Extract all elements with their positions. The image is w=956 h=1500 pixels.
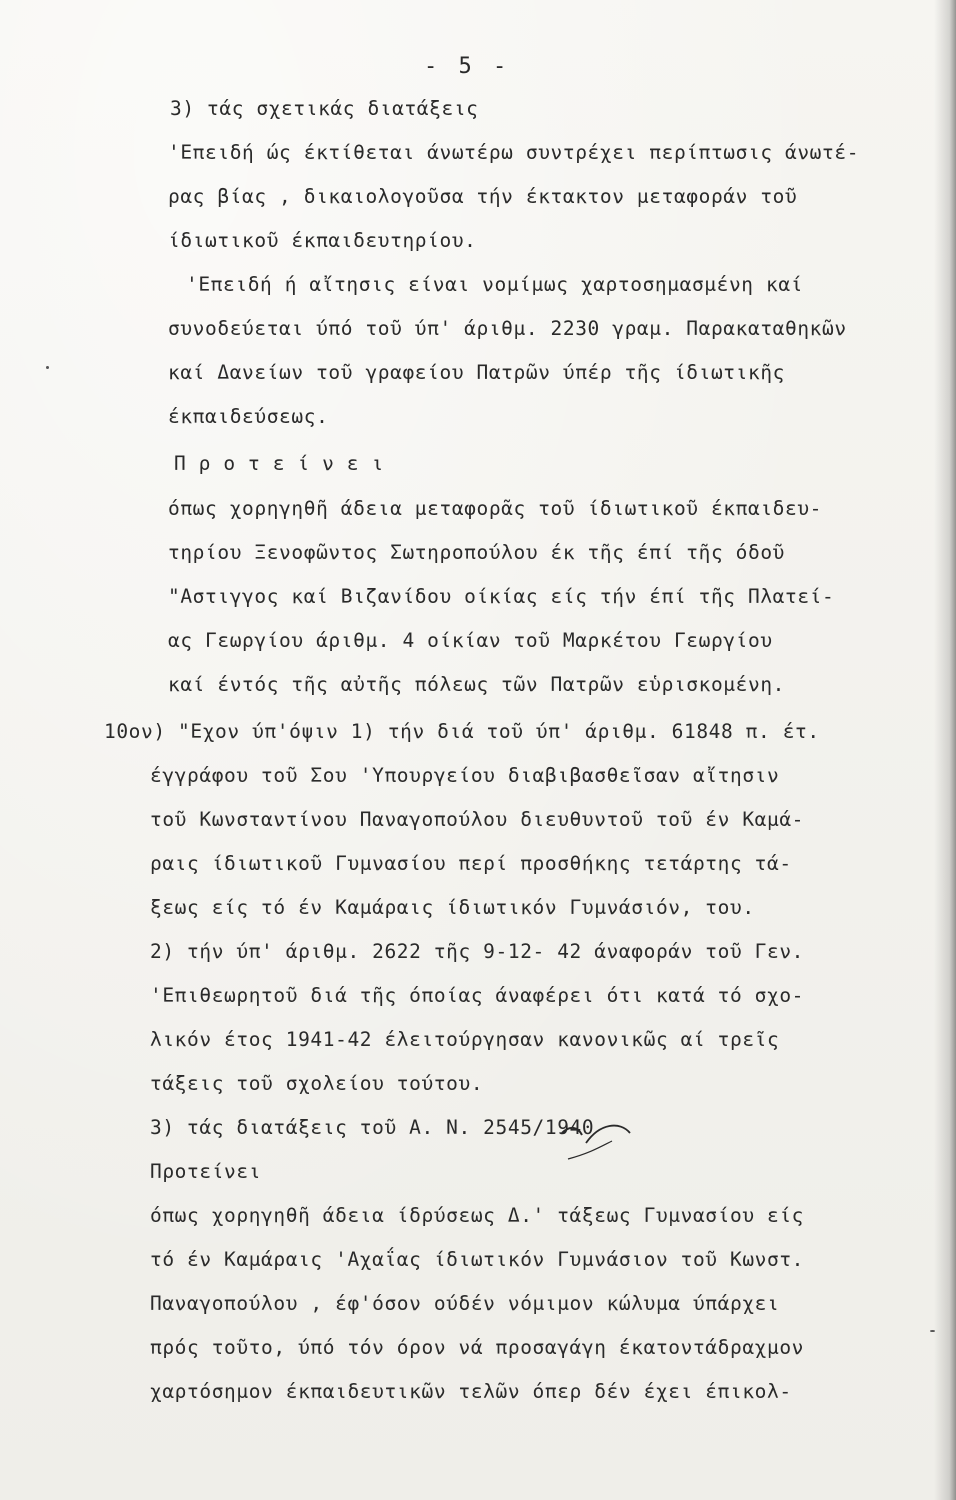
scan-shadow-edge — [934, 0, 956, 1500]
text-line: 'Επειδή ώς έκτίθεται άνωτέρω συντρέχει περίπτωσις άνωτέ- — [168, 141, 860, 164]
text-line: τοῦ Κωνσταντίνου Παναγοπούλου διευθυντοῦ τοῦ έν Καμά- — [150, 808, 805, 831]
text-line: ίδιωτικοῦ έκπαιδευτηρίου. — [168, 229, 477, 252]
text-line: καί Δανείων τοῦ γραφείου Πατρῶν ύπέρ τῆς ίδιωτικῆς — [168, 361, 785, 384]
text-line: Παναγοπούλου , έφ'όσον ούδέν νόμιμον κώλυμα ύπάρχει — [150, 1292, 780, 1315]
text-line: 3) τάς διατάξεις τοῦ Α. Ν. 2545/1940 — [150, 1116, 595, 1139]
text-line: πρός τοῦτο, ύπό τόν όρον νά προσαγάγη έκατοντάδραχμον — [150, 1336, 805, 1359]
text-line: ραις ίδιωτικοῦ Γυμνασίου περί προσθήκης τετάρτης τά- — [150, 852, 792, 875]
text-line: τηρίου Ξενοφῶντος Σωτηροπούλου έκ τῆς έπί τῆς όδοῦ — [168, 541, 785, 564]
text-line: 3) τάς σχετικάς διατάξεις — [170, 97, 479, 120]
text-line: "Αστιγγος καί Βιζανίδου οίκίας είς τήν έπί τῆς Πλατεί- — [168, 585, 835, 608]
text-line: 'Επιθεωρητοῦ διά τῆς όποίας άναφέρει ότι κατά τό σχο- — [150, 984, 805, 1007]
text-line: όπως χορηγηθῆ άδεια μεταφορᾶς τοῦ ίδιωτικοῦ έκπαιδευ- — [168, 497, 823, 520]
page-number: - 5 - — [424, 54, 511, 79]
text-line: ξεως είς τό έν Καμάραις ίδιωτικόν Γυμνάσιόν, του. — [150, 896, 755, 919]
scan-speck — [46, 366, 49, 369]
text-line: 10ον) "Εχον ύπ'όψιν 1) τήν διά τοῦ ύπ' άριθμ. 61848 π. έτ. — [104, 720, 820, 743]
proposal-heading: Π ρ ο τ ε ί ν ε ι — [174, 452, 384, 475]
text-line: όπως χορηγηθῆ άδεια ίδρύσεως Δ.' τάξεως Γυμνασίου είς — [150, 1204, 805, 1227]
text-line: χαρτόσημον έκπαιδευτικῶν τελῶν όπερ δέν έχει έπικολ- — [150, 1380, 792, 1403]
text-line: συνοδεύεται ύπό τοῦ ύπ' άριθμ. 2230 γραμ. Παρακαταθηκῶν — [168, 317, 847, 340]
text-line: 'Επειδή ή αἴτησις είναι νομίμως χαρτοσημασμένη καί — [186, 273, 803, 296]
text-line: ας Γεωργίου άριθμ. 4 οίκίαν τοῦ Μαρκέτου Γεωργίου — [168, 629, 773, 652]
text-line: τάξεις τοῦ σχολείου τούτου. — [150, 1072, 484, 1095]
handwritten-number-mark — [560, 1103, 700, 1163]
text-line: 2) τήν ύπ' άριθμ. 2622 τῆς 9-12- 42 άναφοράν τοῦ Γεν. — [150, 940, 805, 963]
text-line: τό έν Καμάραις 'Αχαΐας ίδιωτικόν Γυμνάσιον τοῦ Κωνστ. — [150, 1248, 805, 1271]
proposal-heading: Προτείνει — [150, 1160, 262, 1183]
text-line: έκπαιδεύσεως. — [168, 405, 329, 428]
text-line: λικόν έτος 1941-42 έλειτούργησαν κανονικῶς αί τρεῖς — [150, 1028, 780, 1051]
text-line: καί έντός τῆς αὐτῆς πόλεως τῶν Πατρῶν εὑρισκομένη. — [168, 673, 785, 696]
text-line: έγγράφου τοῦ Σου 'Υπουργείου διαβιβασθεῖσαν αἴτησιν — [150, 764, 780, 787]
scan-speck — [930, 1330, 935, 1332]
text-line: ρας βίας , δικαιολογοῦσα τήν έκτακτον μεταφοράν τοῦ — [168, 185, 798, 208]
